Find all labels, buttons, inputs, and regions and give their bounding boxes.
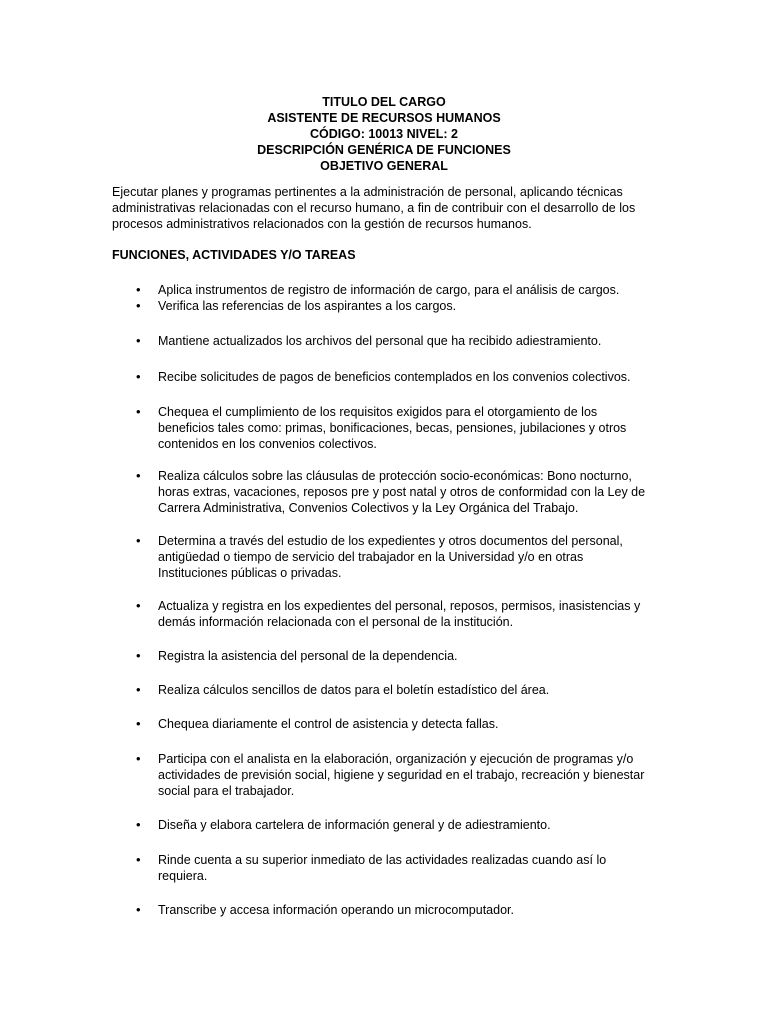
bullet-icon: •	[136, 682, 141, 697]
bullet-icon: •	[136, 369, 141, 384]
task-text: Registra la asistencia del personal de la dependencia.	[158, 649, 458, 663]
bullet-icon: •	[136, 404, 141, 419]
bullet-icon: •	[136, 648, 141, 663]
list-item	[136, 716, 656, 732]
task-text: Chequea diariamente el control de asistencia y detecta fallas.	[158, 717, 499, 731]
task-text: Verifica las referencias de los aspirantes a los cargos.	[158, 299, 457, 313]
list-item	[136, 298, 656, 314]
task-text: Rinde cuenta a su superior inmediato de las actividades realizadas cuando así lo requiera.	[158, 853, 607, 883]
bullet-icon: •	[136, 716, 141, 731]
list-item	[136, 902, 656, 918]
task-text: Recibe solicitudes de pagos de beneficios contemplados en los convenios colectivos.	[158, 370, 631, 384]
task-text: Mantiene actualizados los archivos del personal que ha recibido adiestramiento.	[158, 334, 602, 348]
list-item	[136, 817, 656, 833]
list-item	[136, 598, 656, 630]
bullet-icon: •	[136, 751, 141, 766]
header-description: DESCRIPCIÓN GENÉRICA DE FUNCIONES	[257, 143, 511, 157]
list-item	[136, 333, 656, 349]
bullet-icon: •	[136, 333, 141, 348]
header-title: TITULO DEL CARGO	[322, 95, 446, 109]
bullet-icon: •	[136, 533, 141, 548]
task-text: Actualiza y registra en los expedientes del personal, reposos, permisos, inasistencias y demás información relacionada con el personal de la institución.	[158, 599, 641, 629]
task-text: Determina a través del estudio de los expedientes y otros documentos del personal, antigüedad o tiempo de servicio del trabajador en la Universidad y/o en otras Instituciones públicas o privadas.	[158, 534, 623, 580]
objective-paragraph: Ejecutar planes y programas pertinentes a la administración de personal, aplicando técnicas administrativas relacionadas con el recurso humano, a fin de contribuir con el desarrollo de los procesos administrativos relacionados con la gestión de recursos humanos.	[112, 185, 636, 231]
task-text: Aplica instrumentos de registro de información de cargo, para el análisis de cargos.	[158, 283, 620, 297]
list-item	[136, 369, 656, 385]
list-item	[136, 751, 656, 799]
task-text: Participa con el analista en la elaboración, organización y ejecución de programas y/o actividades de previsión social, higiene y seguridad en el trabajo, recreación y bienestar social para el trabajador.	[158, 752, 645, 798]
document-header	[0, 94, 768, 174]
bullet-icon: •	[136, 598, 141, 613]
task-text: Transcribe y accesa información operando un microcomputador.	[158, 903, 514, 917]
bullet-icon: •	[136, 282, 141, 297]
bullet-icon: •	[136, 298, 141, 313]
list-item	[136, 533, 656, 581]
bullet-icon: •	[136, 852, 141, 867]
header-code-level: CÓDIGO: 10013 NIVEL: 2	[310, 127, 458, 141]
list-item	[136, 682, 656, 698]
list-item	[136, 852, 656, 884]
bullet-icon: •	[136, 902, 141, 917]
task-text: Realiza cálculos sobre las cláusulas de protección socio-económicas: Bono nocturno, horas extras, vacaciones, reposos pre y post natal y otros de conformidad con la Ley de Carrera Administrativa, Convenios Colectivos y la Ley Orgánica del Trabajo.	[158, 469, 646, 515]
list-item	[136, 404, 656, 452]
bullet-icon: •	[136, 468, 141, 483]
task-text: Chequea el cumplimiento de los requisitos exigidos para el otorgamiento de los beneficios tales como: primas, bonificaciones, becas, pensiones, jubilaciones y otros contenidos en los convenios colectivos.	[158, 405, 627, 451]
header-objective: OBJETIVO GENERAL	[320, 159, 448, 173]
bullet-icon: •	[136, 817, 141, 832]
header-position: ASISTENTE DE RECURSOS HUMANOS	[267, 111, 501, 125]
task-text: Realiza cálculos sencillos de datos para el boletín estadístico del área.	[158, 683, 550, 697]
list-item	[136, 648, 656, 664]
list-item	[136, 468, 656, 516]
section-title: FUNCIONES, ACTIVIDADES Y/O TAREAS	[112, 248, 356, 262]
task-text: Diseña y elabora cartelera de información general y de adiestramiento.	[158, 818, 551, 832]
list-item	[136, 282, 656, 298]
